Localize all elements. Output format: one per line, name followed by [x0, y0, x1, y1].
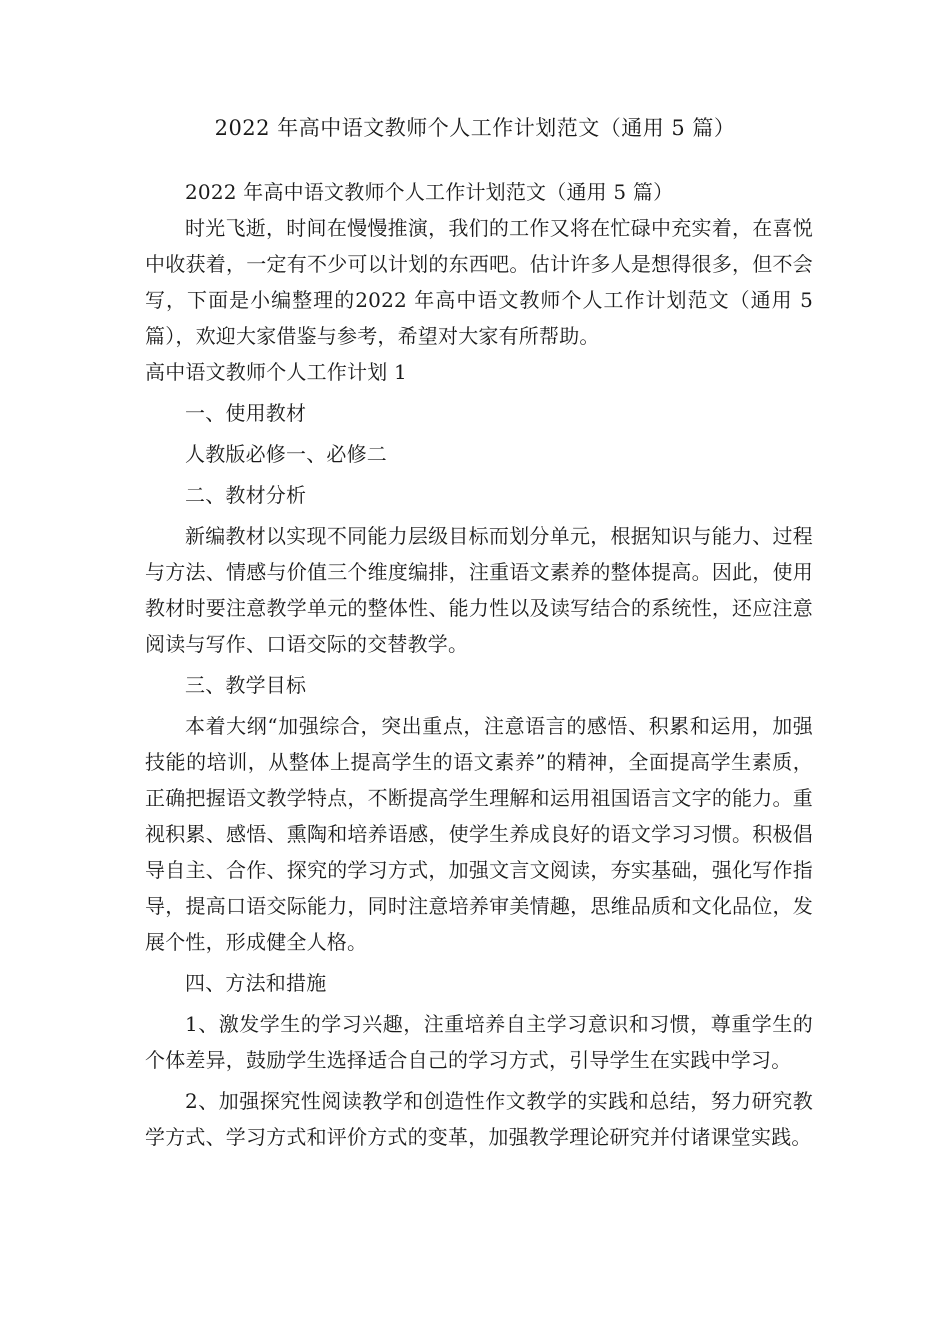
document-body: [145, 174, 813, 1155]
intro-paragraph: 时光飞逝，时间在慢慢推演，我们的工作又将在忙碌中充实着，在喜悦中收获着，一定有不少可以计划的东西吧。估计许多人是想得很多，但不会写，下面是小编整理的2022 年高中语文教师个人工作计划范文（通用 5 篇），欢迎大家借鉴与参考，希望对大家有所帮助。: [145, 216, 813, 348]
method-item-2: 2、加强探究性阅读教学和创造性作文教学的实践和总结，努力研究教学方式、学习方式和评价方式的变革，加强教学理论研究并付诸课堂实践。: [145, 1089, 813, 1149]
section-title-plan-1: 高中语文教师个人工作计划 1: [145, 360, 407, 384]
heading-teaching-materials: 一、使用教材: [185, 401, 307, 425]
materials-analysis-text: 新编教材以实现不同能力层级目标而划分单元，根据知识与能力、过程与方法、情感与价值三个维度编排，注重语文素养的整体提高。因此，使用教材时要注意教学单元的整体性、能力性以及读写结合的系统性，还应注意阅读与写作、口语交际的交替教学。: [145, 524, 813, 656]
heading-methods-measures: 四、方法和措施: [185, 971, 327, 995]
heading-teaching-goals: 三、教学目标: [185, 673, 307, 697]
teaching-materials-text: 人教版必修一、必修二: [185, 442, 387, 466]
teaching-goals-text: 本着大纲“加强综合，突出重点，注意语言的感悟、积累和运用，加强技能的培训，从整体上提高学生的语文素养”的精神，全面提高学生素质，正确把握语文教学特点，不断提高学生理解和运用祖国语言文字的能力。重视积累、感悟、熏陶和培养语感，使学生养成良好的语文学习习惯。积极倡导自主、合作、探究的学习方式，加强文言文阅读，夯实基础，强化写作指导，提高口语交际能力，同时注意培养审美情趣，思维品质和文化品位，发展个性，形成健全人格。: [145, 714, 813, 954]
repeated-title-paragraph: 2022 年高中语文教师个人工作计划范文（通用 5 篇）: [185, 180, 674, 204]
method-item-1: 1、激发学生的学习兴趣，注重培养自主学习意识和习惯，尊重学生的个体差异，鼓励学生选择适合自己的学习方式，引导学生在实践中学习。: [145, 1012, 813, 1072]
document-title: 2022 年高中语文教师个人工作计划范文（通用 5 篇）: [214, 116, 736, 140]
heading-materials-analysis: 二、教材分析: [185, 483, 307, 507]
